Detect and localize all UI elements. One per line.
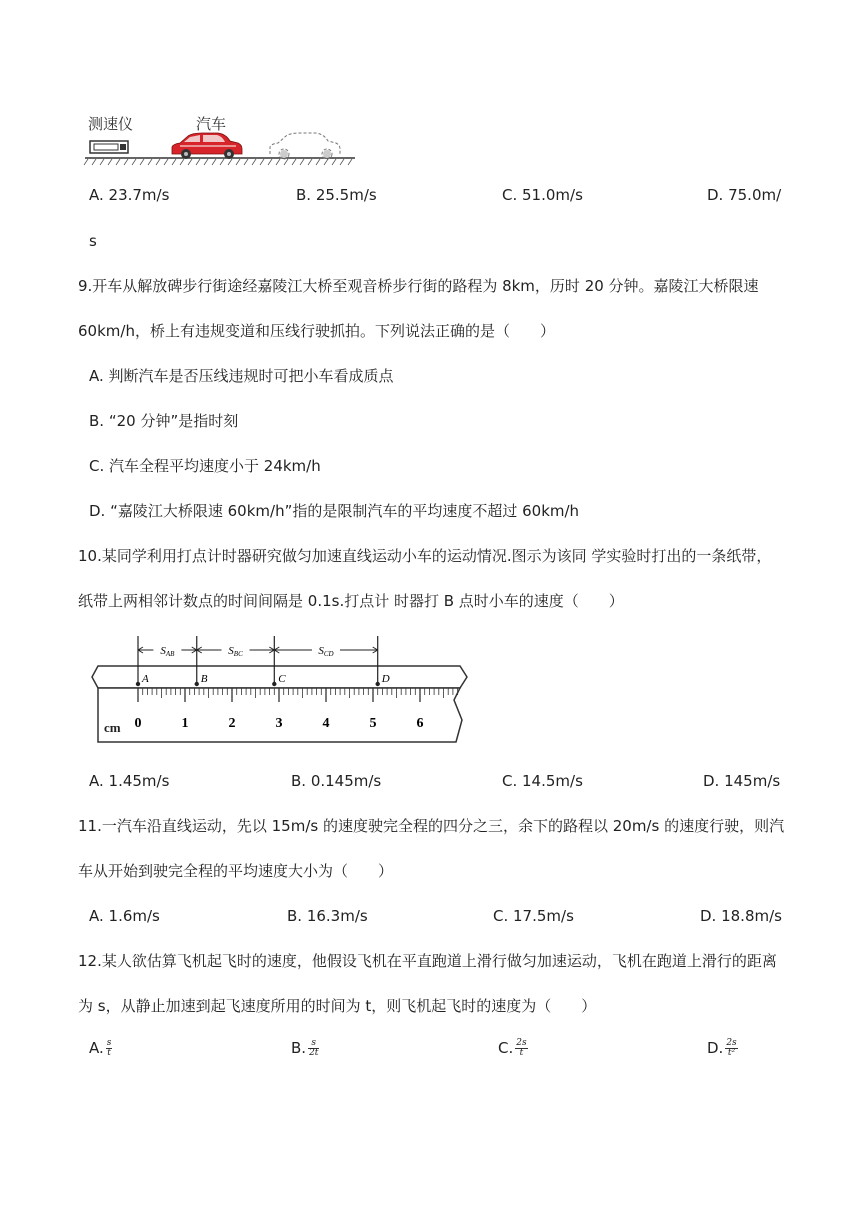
q10-stem-line2: 纸带上两相邻计数点的时间间隔是 0.1s.打点计 时器打 B 点时小车的速度（ ） <box>78 592 624 610</box>
tape-point-label: B <box>200 673 208 685</box>
tape-point <box>272 682 276 686</box>
q12-option-c <box>498 1038 528 1058</box>
q12-option-b-fraction: $\frac{s}{2t}$ <box>309 1038 319 1058</box>
ruler-tick-label: 5 <box>369 716 377 731</box>
ruler-tick-label: 1 <box>181 716 189 731</box>
red-car-icon <box>172 133 242 159</box>
q8-option-c: C. 51.0m/s <box>502 186 583 204</box>
q12-stem-line2: 为 s，从静止加速到起飞速度所用的时间为 t，则飞机起飞时的速度为（ ） <box>78 997 597 1015</box>
q11-stem-line2: 车从开始到驶完全程的平均速度大小为（ ） <box>78 862 394 880</box>
speed-measure-figure <box>80 132 360 170</box>
q11-option-d: D. 18.8m/s <box>700 907 782 925</box>
q12-option-d-fraction: $\frac{2s}{\text{t²}}$ <box>726 1038 737 1058</box>
q12-option-a <box>89 1038 112 1058</box>
segment-label: SBC <box>228 645 243 658</box>
segment-label: SAB <box>160 645 175 658</box>
speed-meter-icon <box>90 141 128 153</box>
ruler-tick-label: 4 <box>322 716 330 731</box>
q12-option-a-fraction: $\frac{s}{t}$ <box>106 1038 112 1058</box>
q8-option-b: B. 25.5m/s <box>296 186 377 204</box>
speed-meter-label: 测速仪 <box>88 115 134 133</box>
q10-option-b: B. 0.145m/s <box>291 772 382 790</box>
q9-option-b: B. “20 分钟”是指时刻 <box>89 412 239 430</box>
q12-option-c-letter: C. <box>498 1039 514 1057</box>
q8-option-d: D. 75.0m/ <box>707 186 782 204</box>
q12-option-d <box>707 1038 738 1058</box>
tape-point-label: C <box>278 673 286 685</box>
ruler-tick-label: 6 <box>416 716 424 731</box>
q9-stem-line2: 60km/h，桥上有违规变道和压线行驶抓拍。下列说法正确的是（ ） <box>78 322 555 340</box>
q9-stem-line1: 9.开车从解放碑步行街途经嘉陵江大桥至观音桥步行街的路程为 8km，历时 20 分钟。嘉陵江大桥限速 <box>78 277 759 295</box>
q11-option-a: A. 1.6m/s <box>89 907 160 925</box>
q11-stem-line1: 11.一汽车沿直线运动，先以 15m/s 的速度驶完全程的四分之三，余下的路程以 20m/s 的速度行驶，则汽 <box>78 817 785 835</box>
tape-point <box>376 682 380 686</box>
tape-point-label: D <box>381 673 390 685</box>
q10-option-a: A. 1.45m/s <box>89 772 170 790</box>
ruler-unit: cm <box>104 720 121 735</box>
q8-option-d-wrap: s <box>89 232 97 250</box>
ruler-body <box>98 688 462 742</box>
q12-option-c-fraction: $\frac{2s}{t}$ <box>516 1038 527 1058</box>
q11-option-b: B. 16.3m/s <box>287 907 368 925</box>
q12-stem-line1: 12.某人欲估算飞机起飞时的速度，他假设飞机在平直跑道上滑行做匀加速运动，飞机在跑道上滑行的距离 <box>78 952 777 970</box>
q9-option-d: D. “嘉陵江大桥限速 60km/h”指的是限制汽车的平均速度不超过 60km/h <box>89 502 580 520</box>
q8-option-a: A. 23.7m/s <box>89 186 170 204</box>
q10-option-d: D. 145m/s <box>703 772 781 790</box>
q11-option-c: C. 17.5m/s <box>493 907 574 925</box>
tape-point-label: A <box>142 673 149 685</box>
q12-option-d-letter: D. <box>707 1039 724 1057</box>
q9-option-c: C. 汽车全程平均速度小于 24km/h <box>89 457 321 475</box>
tape-ruler-figure <box>84 632 484 752</box>
q10-option-c: C. 14.5m/s <box>502 772 583 790</box>
q12-option-b-letter: B. <box>291 1039 307 1057</box>
tape-point <box>195 682 199 686</box>
ruler-tick-label: 2 <box>228 716 236 731</box>
q12-option-b <box>291 1038 319 1058</box>
ruler-tick-label: 0 <box>134 716 142 731</box>
q12-option-a-letter: A. <box>89 1039 104 1057</box>
ground-hatch <box>84 159 352 165</box>
tape-point <box>136 682 140 686</box>
q10-stem-line1: 10.某同学利用打点计时器研究做匀加速直线运动小车的运动情况.图示为该同 学实验时打出的一条纸带， <box>78 547 772 565</box>
segment-label: SCD <box>318 645 334 658</box>
q9-option-a: A. 判断汽车是否压线违规时可把小车看成质点 <box>89 367 394 385</box>
ruler-tick-label: 3 <box>275 716 283 731</box>
car-label: 汽车 <box>196 115 227 133</box>
